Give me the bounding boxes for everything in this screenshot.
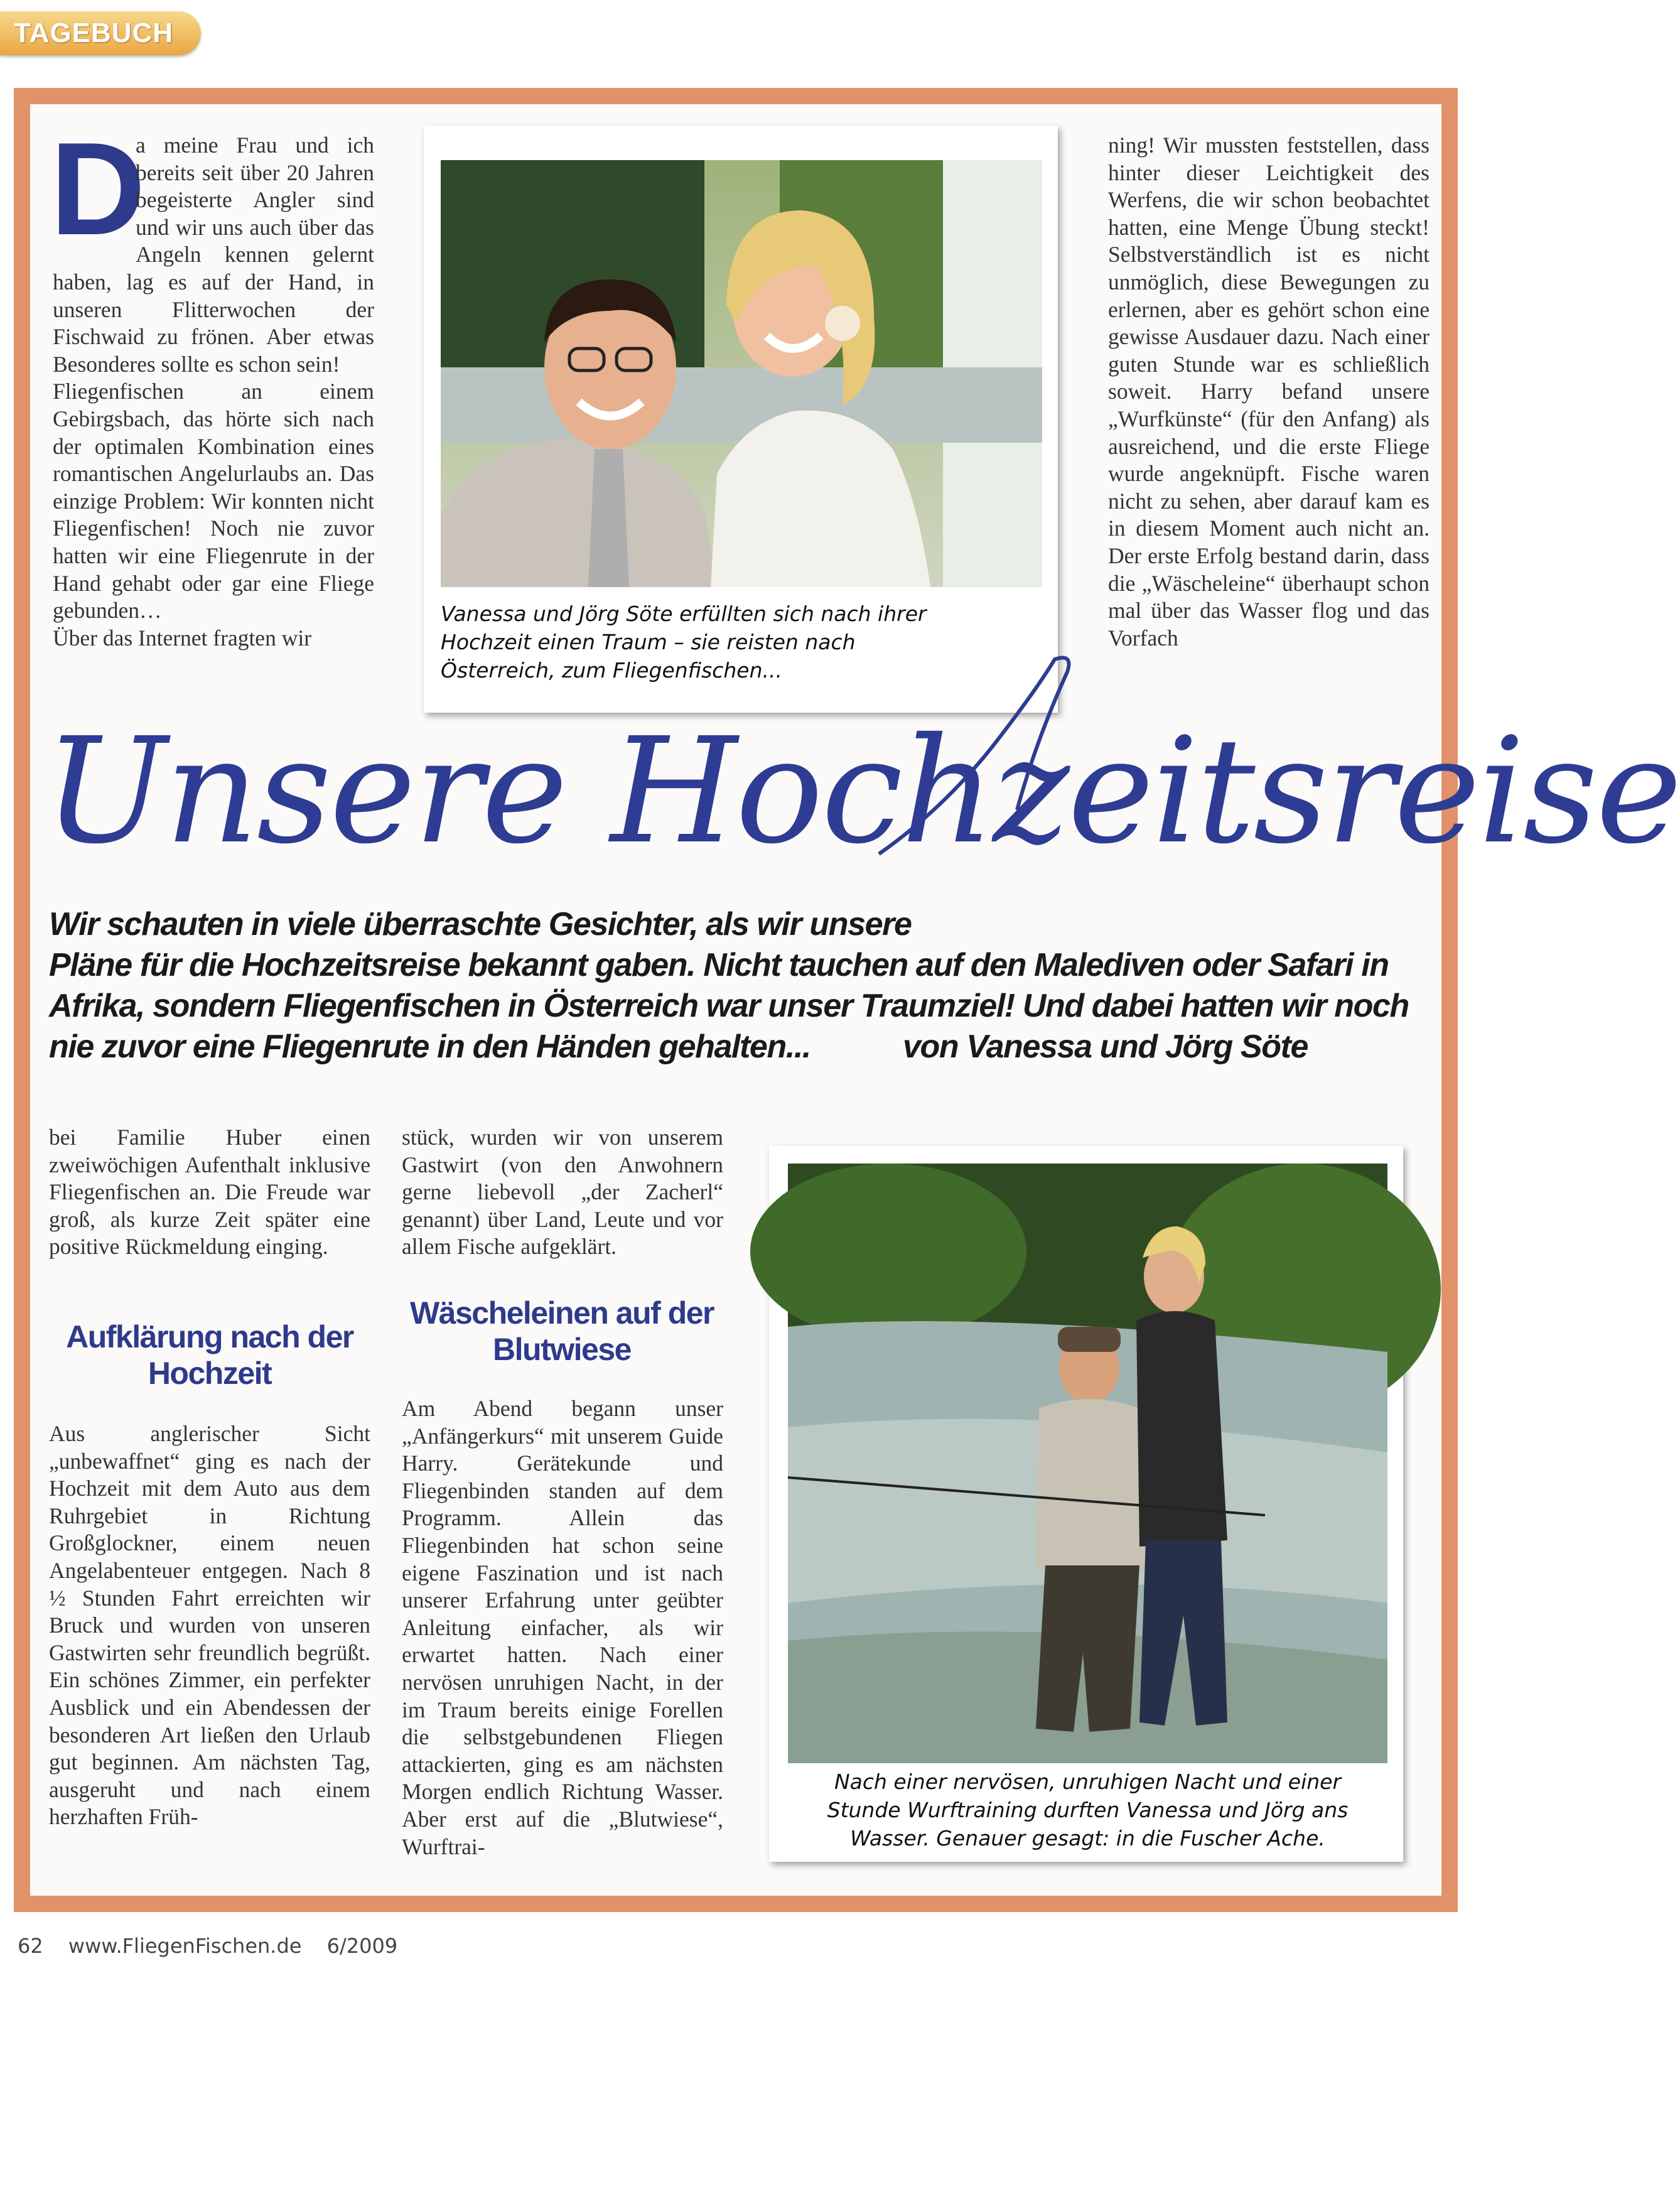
wedding-photo	[441, 160, 1042, 587]
river-photo-caption	[788, 1768, 1387, 1852]
section-tag-label: TAGEBUCH	[14, 18, 174, 48]
paragraph: Fliegenfischen an einem Gebirgsbach, das hörte sich nach der optimalen Kombination eines romantischen Angelurlaubs an. Das einzige Problem: Wir konnten nicht Fliegenfischen! Noch nie zuvor hatten wir eine Fliegenrute in der Hand gehabt oder gar eine Fliege gebunden…	[53, 379, 374, 624]
page-footer	[18, 1934, 416, 1958]
river-photo-image	[788, 1164, 1387, 1763]
column-1-bottom-b	[49, 1420, 370, 1831]
column-2-bottom	[402, 1124, 723, 1261]
river-photo	[788, 1164, 1387, 1763]
column-3-top	[1108, 132, 1430, 652]
wedding-photo-image	[441, 160, 1042, 587]
paragraph: Über das Internet fragten wir	[53, 625, 312, 651]
article-headline: Unsere Hochzeitsreise	[44, 706, 1680, 876]
section-tag	[0, 11, 201, 55]
caption-line: Hochzeit einen Traum – sie reisten nach	[441, 630, 856, 654]
website-link[interactable]: www.FliegenFischen.de	[68, 1934, 302, 1958]
caption-line: Stunde Wurftraining durften Vanessa und Jörg ans	[827, 1798, 1349, 1822]
column-1-top	[50, 115, 374, 652]
caption-line: Nach einer nervösen, unruhigen Nacht und einer	[834, 1769, 1342, 1794]
issue-number: 6/2009	[326, 1934, 398, 1958]
paragraph: stück, wurden wir von unserem Gastwirt (von den Anwohnern gerne liebevoll „der Zacherl“ genannt) über Land, Leute und vor allem Fische aufgeklärt.	[402, 1125, 723, 1260]
wedding-photo-card	[424, 126, 1058, 713]
intro-line: nie zuvor eine Fliegenrute in den Händen gehalten...	[49, 1029, 810, 1065]
article-author: von Vanessa und Jörg Söte	[903, 1029, 1308, 1065]
caption-line: Österreich, zum Fliegenfischen...	[441, 658, 782, 683]
page-number: 62	[18, 1934, 43, 1958]
intro-line: Afrika, sondern Fliegenfischen in Österreich war unser Traumziel! Und dabei hatten wir noch	[49, 988, 1409, 1024]
article-intro	[49, 904, 1430, 1067]
paragraph: bei Familie Huber einen zweiwöchigen Aufenthalt inklusive Fliegenfischen an. Die Freude war groß, als kurze Zeit später eine positive Rückmeldung einging.	[49, 1125, 370, 1260]
column-1-bottom	[49, 1124, 370, 1261]
paragraph: ning! Wir mussten feststellen, dass hinter dieser Leichtigkeit des Werfens, die wir schon beobachtet hatten, eine Menge Übung steckt! Selbstverständlich ist es nicht unmöglich, diese Bewegungen zu erlernen, aber es gehört schon eine gewisse Ausdauer dazu. Nach einer guten Stunde war es schließlich soweit. Harry befand unsere „Wurfkünste“ (für den Anfang) als ausreichend, und die erste Fliege wurde angeknüpft. Fische waren nicht zu sehen, aber darauf kam es in diesem Moment auch nicht an. Der erste Erfolg bestand darin, dass die „Wäscheleine“ überhaupt schon mal über das Wasser flog und das Vorfach	[1108, 132, 1430, 651]
paragraph: a meine Frau und ich bereits seit über 20 Jahren begeisterte Angler sind und wir uns auch über das Angeln kennen gelernt haben, lag es auf der Hand, in unseren Flitterwochen der Fischwaid zu frönen. Aber etwas Besonderes sollte es schon sein!	[53, 132, 374, 377]
paragraph: Aus anglerischer Sicht „unbewaffnet“ ging es nach der Hochzeit mit dem Auto aus dem Ruhrgebiet in Richtung Großglockner, einem neuen Angelabenteuer entgegen. Nach 8 ½ Stunden Fahrt erreichten wir Bruck und wurden von unseren Gastwirten sehr freundlich begrüßt. Ein schönes Zimmer, ein perfekter Ausblick und ein Abendessen der besonderen Art ließen den Urlaub gut beginnen. Am nächsten Tag, ausgeruht und nach einem herzhaften Früh-	[49, 1421, 370, 1830]
subhead-waescheleinen: Wäscheleinen auf der Blutwiese	[409, 1295, 714, 1367]
column-2-bottom-b	[402, 1395, 723, 1861]
caption-line: Vanessa und Jörg Söte erfüllten sich nach ihrer	[441, 602, 927, 626]
intro-line: Wir schauten in viele überraschte Gesichter, als wir unsere	[49, 906, 912, 943]
caption-line: Wasser. Genauer gesagt: in die Fuscher Ache.	[850, 1826, 1325, 1850]
drop-cap: D	[50, 115, 146, 262]
intro-line: Pläne für die Hochzeitsreise bekannt gaben. Nicht tauchen auf den Malediven oder Safari in	[49, 947, 1389, 983]
river-photo-card	[769, 1146, 1403, 1862]
paragraph: Am Abend begann unser „Anfängerkurs“ mit unserem Guide Harry. Gerätekunde und Fliegenbinden standen auf dem Programm. Allein das Fliegenbinden hat schon seine eigene Faszination und ist nach unserer Erfahrung unter geübter Anleitung einfacher, als wir erwartet hatten. Nach einer nervösen unruhigen Nacht, in der im Traum bereits einige Forellen die selbstgebundenen Fliegen attackierten, ging es am nächsten Morgen endlich Richtung Wasser. Aber erst auf die „Blutwiese“, Wurftrai-	[402, 1396, 723, 1859]
subhead-aufklaerung: Aufklärung nach der Hochzeit	[66, 1319, 353, 1391]
